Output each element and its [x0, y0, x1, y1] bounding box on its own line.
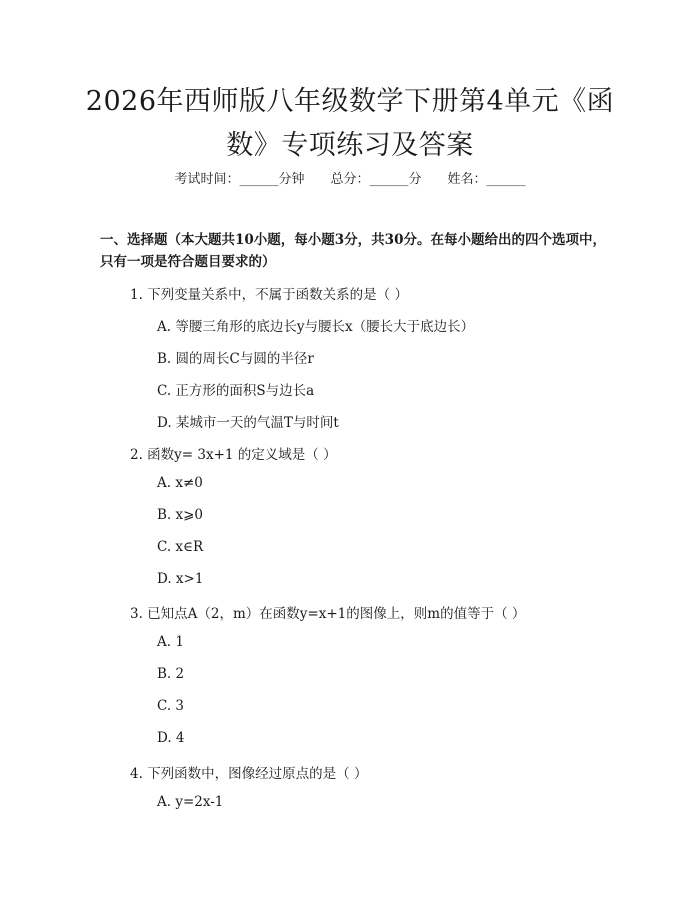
question-2-option-d: D. x>1 — [157, 571, 204, 587]
question-2-option-a: A. x≠0 — [157, 475, 203, 491]
question-3-option-c: C. 3 — [157, 698, 185, 714]
question-4-stem: 4. 下列函数中，图像经过原点的是（ ） — [130, 766, 368, 782]
question-4-option-a: A. y=2x-1 — [157, 794, 224, 810]
exam-info-line: 考试时间：______分钟 总分：______分 姓名：______ — [174, 172, 526, 187]
section-header: 一、选择题（本大题共10小题，每小题3分，共30分。在每小题给出的四个选项中，只有一项是符合题目要求的） — [100, 232, 606, 270]
question-3-option-b: B. 2 — [157, 666, 185, 682]
question-3-stem: 3. 已知点A（2，m）在函数y=x+1的图像上，则m的值等于（ ） — [130, 606, 526, 622]
document-title: 2026年西师版八年级数学下册第4单元《函数》专项练习及答案 — [85, 86, 615, 161]
question-2-stem: 2. 函数y= 3x+1 的定义域是（ ） — [130, 447, 337, 463]
question-3-option-d: D. 4 — [157, 730, 185, 746]
question-1-option-b: B. 圆的周长C与圆的半径r — [157, 351, 314, 367]
question-1-option-d: D. 某城市一天的气温T与时间t — [157, 415, 339, 431]
question-1-option-c: C. 正方形的面积S与边长a — [157, 383, 315, 399]
question-1-stem: 1. 下列变量关系中，不属于函数关系的是（ ） — [130, 287, 408, 303]
question-2-option-c: C. x∈R — [157, 539, 204, 555]
question-3-option-a: A. 1 — [157, 634, 184, 650]
question-1-option-a: A. 等腰三角形的底边长y与腰长x（腰长大于底边长） — [157, 319, 475, 335]
question-2-option-b: B. x⩾0 — [157, 507, 204, 523]
